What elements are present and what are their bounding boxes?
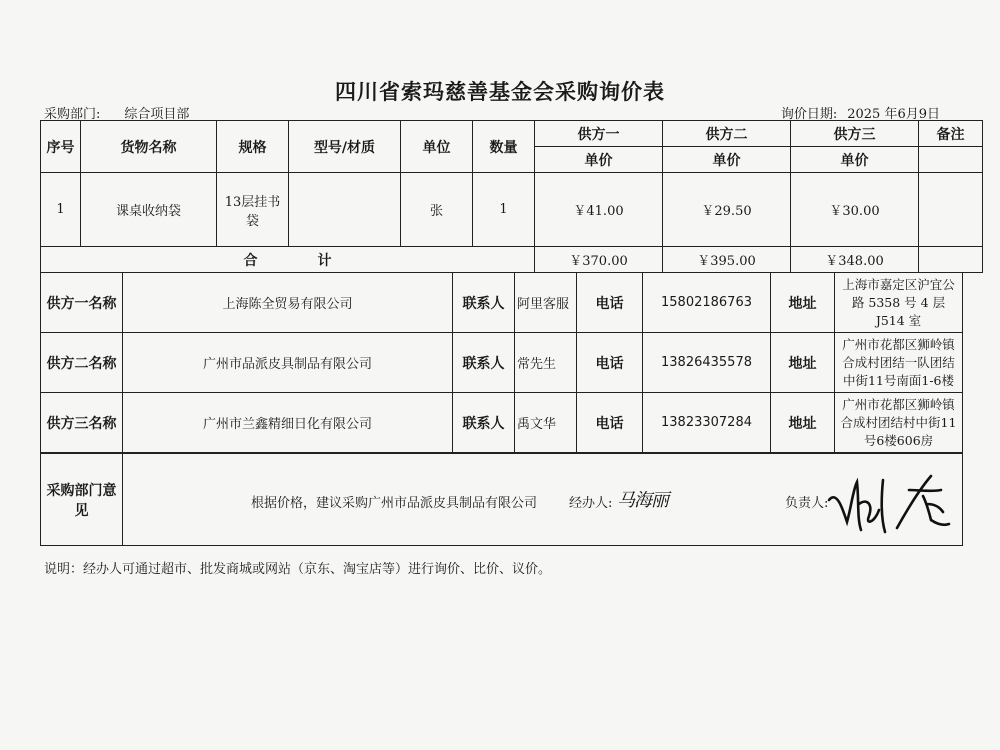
item-unit: 张 xyxy=(401,173,473,247)
supplier-3-name: 广州市兰鑫精细日化有限公司 xyxy=(123,393,453,453)
total-row xyxy=(41,247,983,273)
supplier-1-address-line-1: 上海市嘉定区沪宜公 xyxy=(842,276,955,292)
supplier-2-contact: 常先生 xyxy=(515,333,577,393)
supplier-3-address-line-1: 广州市花都区狮岭镇 xyxy=(842,396,955,412)
item-price-2: ￥29.50 xyxy=(663,173,791,247)
header-supplier-3: 供方三 xyxy=(791,121,919,147)
supplier-3-address-line-2: 合成村团结村中街11 xyxy=(840,414,957,430)
supplier-1-address xyxy=(835,273,963,333)
supplier-3-contact-label: 联系人 xyxy=(453,393,515,453)
form-title: 四川省索玛慈善基金会采购询价表 xyxy=(335,79,665,104)
supplier-row-1 xyxy=(41,273,963,333)
department-value: 综合项目部 xyxy=(124,107,190,122)
header-supplier-1: 供方一 xyxy=(535,121,663,147)
supplier-1-name: 上海陈全贸易有限公司 xyxy=(123,273,453,333)
item-row xyxy=(41,173,983,247)
supplier-2-phone-label: 电话 xyxy=(577,333,643,393)
item-model xyxy=(289,173,401,247)
total-label-b: 计 xyxy=(317,252,332,269)
total-label-a: 合 xyxy=(243,252,258,269)
supplier-3-contact: 禹文华 xyxy=(515,393,577,453)
supplier-2-address xyxy=(835,333,963,393)
department-label: 采购部门: xyxy=(44,107,101,122)
header-seq: 序号 xyxy=(41,121,81,173)
supplier-2-phone: 13826435578 xyxy=(643,333,771,393)
header-note: 备注 xyxy=(919,121,983,147)
item-price-1: ￥41.00 xyxy=(535,173,663,247)
supplier-1-address-label: 地址 xyxy=(771,273,835,333)
handler-signature: 马海丽 xyxy=(617,490,668,511)
supplier-row-2 xyxy=(41,333,963,393)
supplier-table xyxy=(40,272,963,453)
item-note xyxy=(919,173,983,247)
supplier-1-address-line-2: 路 5358 号 4 层 xyxy=(851,294,946,310)
header-unit-price-1: 单价 xyxy=(535,147,663,173)
header-spec: 规格 xyxy=(217,121,289,173)
date-value: 2025 年6月9日 xyxy=(847,107,940,122)
supplier-2-address-line-2: 合成村团结一队团结 xyxy=(842,354,955,370)
supplier-1-phone-label: 电话 xyxy=(577,273,643,333)
supplier-3-phone-label: 电话 xyxy=(577,393,643,453)
inquiry-table xyxy=(40,120,983,273)
responsible-signature xyxy=(823,460,953,540)
item-name: 课桌收纳袋 xyxy=(81,173,217,247)
supplier-2-label: 供方二名称 xyxy=(41,333,123,393)
header-unit-price-3: 单价 xyxy=(791,147,919,173)
item-spec: 13层挂书袋 xyxy=(217,173,289,247)
supplier-1-phone: 15802186763 xyxy=(643,273,771,333)
total-label xyxy=(41,247,535,273)
total-supplier-1: ￥370.00 xyxy=(535,247,663,273)
header-unit-price-2: 单价 xyxy=(663,147,791,173)
supplier-2-address-label: 地址 xyxy=(771,333,835,393)
header-model: 型号/材质 xyxy=(289,121,401,173)
supplier-2-address-line-1: 广州市花都区狮岭镇 xyxy=(842,336,955,352)
header-qty: 数量 xyxy=(473,121,535,173)
footnote: 说明：经办人可通过超市、批发商城或网站（京东、淘宝店等）进行询价、比价、议价。 xyxy=(44,562,552,577)
supplier-1-address-line-3: J514 室 xyxy=(875,312,922,328)
header-row-1 xyxy=(41,121,983,147)
total-note xyxy=(919,247,983,273)
header-supplier-2: 供方二 xyxy=(663,121,791,147)
supplier-3-address xyxy=(835,393,963,453)
supplier-2-name: 广州市品派皮具制品有限公司 xyxy=(123,333,453,393)
opinion-label-a: 采购部门意 xyxy=(46,482,117,499)
responsible-label: 负责人: xyxy=(785,496,829,511)
total-supplier-3: ￥348.00 xyxy=(791,247,919,273)
handler-label: 经办人: xyxy=(569,496,613,511)
header-note-blank xyxy=(919,147,983,173)
supplier-1-contact-label: 联系人 xyxy=(453,273,515,333)
supplier-row-3 xyxy=(41,393,963,453)
item-seq: 1 xyxy=(41,173,81,247)
item-qty: 1 xyxy=(473,173,535,247)
supplier-1-label: 供方一名称 xyxy=(41,273,123,333)
opinion-text: 根据价格，建议采购广州市品派皮具制品有限公司 xyxy=(251,496,538,511)
supplier-2-contact-label: 联系人 xyxy=(453,333,515,393)
supplier-1-contact: 阿里客服 xyxy=(515,273,577,333)
supplier-3-label: 供方三名称 xyxy=(41,393,123,453)
supplier-2-address-line-3: 中街11号南面1-6楼 xyxy=(842,372,955,388)
header-unit: 单位 xyxy=(401,121,473,173)
opinion-label xyxy=(41,454,123,546)
opinion-row xyxy=(41,454,963,546)
total-supplier-2: ￥395.00 xyxy=(663,247,791,273)
date-label: 询价日期: xyxy=(780,107,838,122)
supplier-3-address-label: 地址 xyxy=(771,393,835,453)
opinion-cell xyxy=(123,454,963,546)
header-goods-name: 货物名称 xyxy=(81,121,217,173)
opinion-table xyxy=(40,453,963,546)
supplier-3-address-line-3: 号6楼606房 xyxy=(863,432,934,448)
supplier-3-phone: 13823307284 xyxy=(643,393,771,453)
opinion-label-b: 见 xyxy=(74,502,89,519)
item-price-3: ￥30.00 xyxy=(791,173,919,247)
